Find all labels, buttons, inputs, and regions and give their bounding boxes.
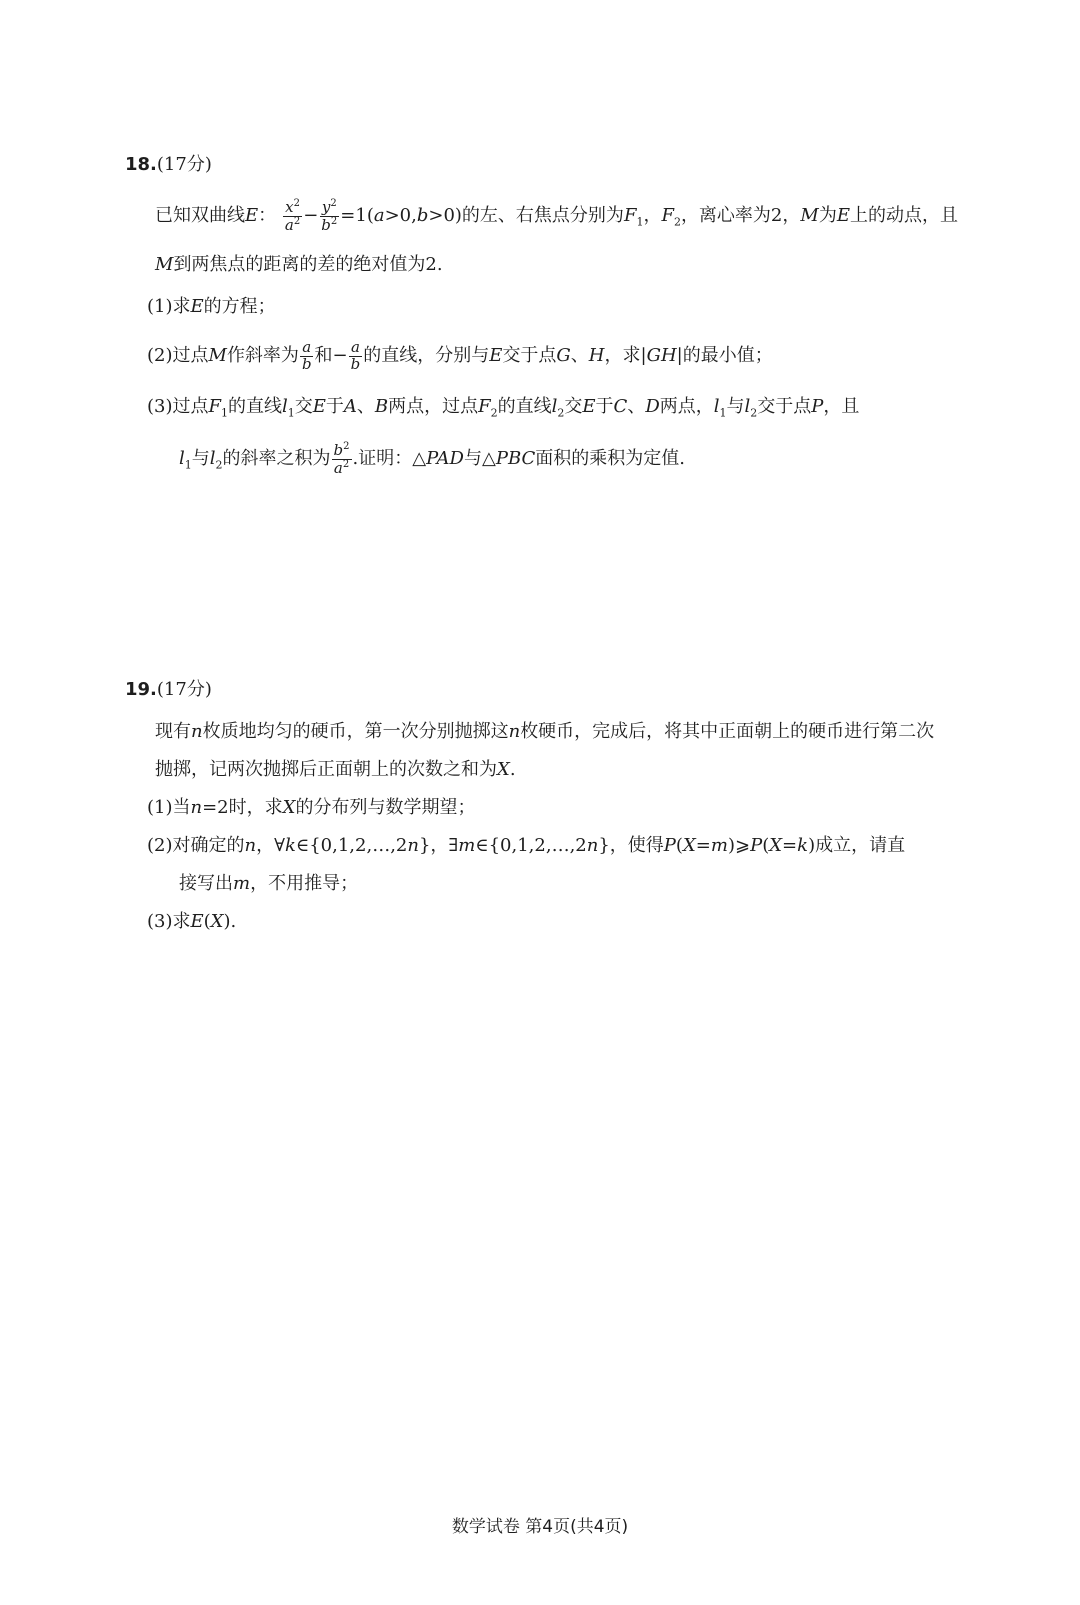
q18-statement-line-1: 已知双曲线E： $\frac{x^2}{a^2}$ − $\frac{y^2}{b^2}$ =1(a>0,b>0)的左、右焦点分别为$F_1$，$F_2$，离心率为2，M为E上的动点，且	[155, 197, 958, 234]
q18-part-3-line-1: (3)过点$F_1$的直线$l_1$交E于A、B两点，过点$F_2$的直线$l_2$交E于C、D两点，$l_1$与$l_2$交于点P，且	[147, 396, 860, 420]
q19-statement-line-1: 现有n枚质地均匀的硬币，第一次分别抛掷这n枚硬币，完成后，将其中正面朝上的硬币进行第二次	[155, 721, 935, 742]
fraction-a-b-negative: $\frac{a}{b}$	[350, 337, 361, 373]
q19-part-2-line-2: 接写出m，不用推导；	[179, 873, 359, 894]
q18-part-1: (1)求E的方程；	[147, 296, 276, 317]
fraction-a-b: $\frac{a}{b}$	[301, 337, 312, 373]
question-18	[125, 150, 960, 488]
question-points: (17分)	[156, 679, 212, 700]
question-number: 19.	[125, 679, 157, 700]
q19-part-3: (3)求E(X).	[147, 911, 237, 932]
fraction-y2-b2: $\frac{y^2}{b^2}$	[321, 197, 338, 234]
q19-statement-line-2: 抛掷，记两次抛掷后正面朝上的次数之和为X.	[155, 759, 516, 780]
fraction-b2-a2: $\frac{b^2}{a^2}$	[333, 440, 350, 477]
q18-statement-line-2: M到两焦点的距离的差的绝对值为2.	[155, 254, 443, 275]
question-number: 18.	[125, 154, 157, 175]
q19-part-1: (1)当n=2时，求X的分布列与数学期望；	[147, 797, 476, 818]
q18-part-2: (2)过点M作斜率为 $\frac{a}{b}$ 和− $\frac{a}{b}$ 的直线，分别与E交于点G、H，求|GH|的最小值；	[147, 337, 773, 373]
question-points: (17分)	[156, 154, 212, 175]
question-header	[125, 150, 960, 176]
page-footer: 数学试卷 第4页(共4页)	[451, 1517, 629, 1537]
fraction-x2-a2: $\frac{x^2}{a^2}$	[284, 197, 301, 234]
question-header	[125, 675, 960, 701]
q18-part-3-line-2: $l_1$与$l_2$的斜率之积为 $\frac{b^2}{a^2}$ .证明：△PAD与△PBC面积的乘积为定值.	[179, 440, 686, 477]
question-19	[125, 675, 960, 941]
q19-part-2-line-1: (2)对确定的n，∀k∈{0,1,2,…,2n}，∃m∈{0,1,2,…,2n}，使得P(X=m)⩾P(X=k)成立，请直	[147, 835, 906, 856]
